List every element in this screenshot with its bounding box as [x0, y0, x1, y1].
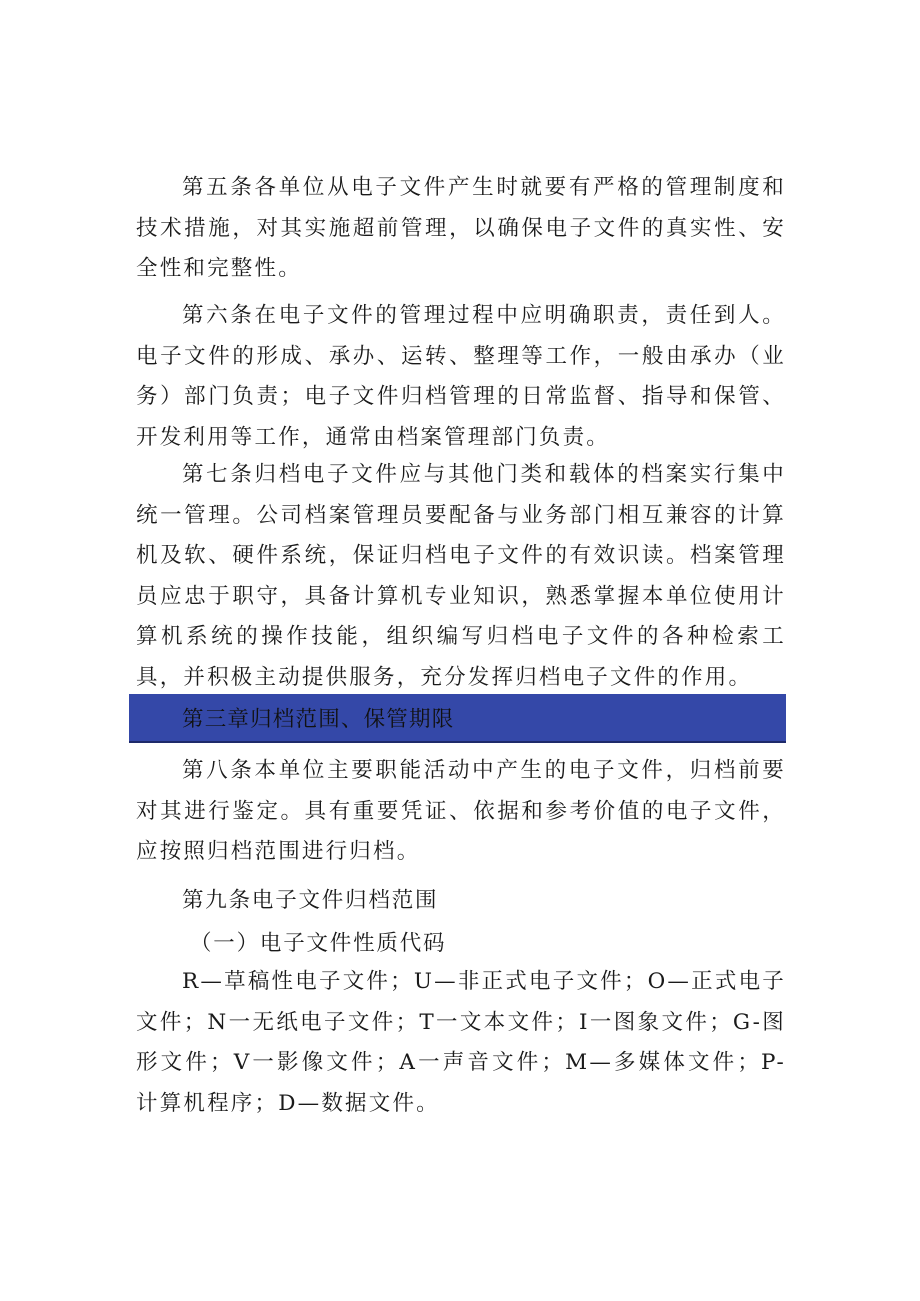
article-5-paragraph: 第五条各单位从电子文件产生时就要有严格的管理制度和技术措施，对其实施超前管理，以确保电子文件的真实性、安全性和完整性。	[136, 175, 786, 282]
file-nature-codes-paragraph: R—草稿性电子文件；U—非正式电子文件；O—正式电子文件；N一无纸电子文件；T一文本文件；I一图象文件；G-图形文件；V一影像文件；A一声音文件；M—多媒体文件；P-计算机程序；D—数据文件。	[136, 969, 786, 1116]
article-7-paragraph: 第七条归档电子文件应与其他门类和载体的档案实行集中统一管理。公司档案管理员要配备与业务部门相互兼容的计算机及软、硬件系统，保证归档电子文件的有效识读。档案管理员应忠于职守，具备计算机专业知识，熟悉掌握本单位使用计算机系统的操作技能，组织编写归档电子文件的各种检索工具，并积极主动提供服务，充分发挥归档电子文件的作用。	[136, 462, 786, 690]
article-6-paragraph: 第六条在电子文件的管理过程中应明确职责，责任到人。电子文件的形成、承办、运转、整理等工作，一般由承办（业务）部门负责；电子文件归档管理的日常监督、指导和保管、开发利用等工作，通常由档案管理部门负责。	[136, 303, 786, 450]
article-9-subheading: （一）电子文件性质代码	[190, 931, 447, 956]
article-8-paragraph: 第八条本单位主要职能活动中产生的电子文件，归档前要对其进行鉴定。具有重要凭证、依据和参考价值的电子文件，应按照归档范围进行归档。	[136, 758, 786, 865]
chapter-3-heading-bar	[129, 694, 786, 743]
chapter-3-title: 第三章归档范围、保管期限	[182, 707, 455, 732]
article-9-heading: 第九条电子文件归档范围	[182, 888, 439, 913]
